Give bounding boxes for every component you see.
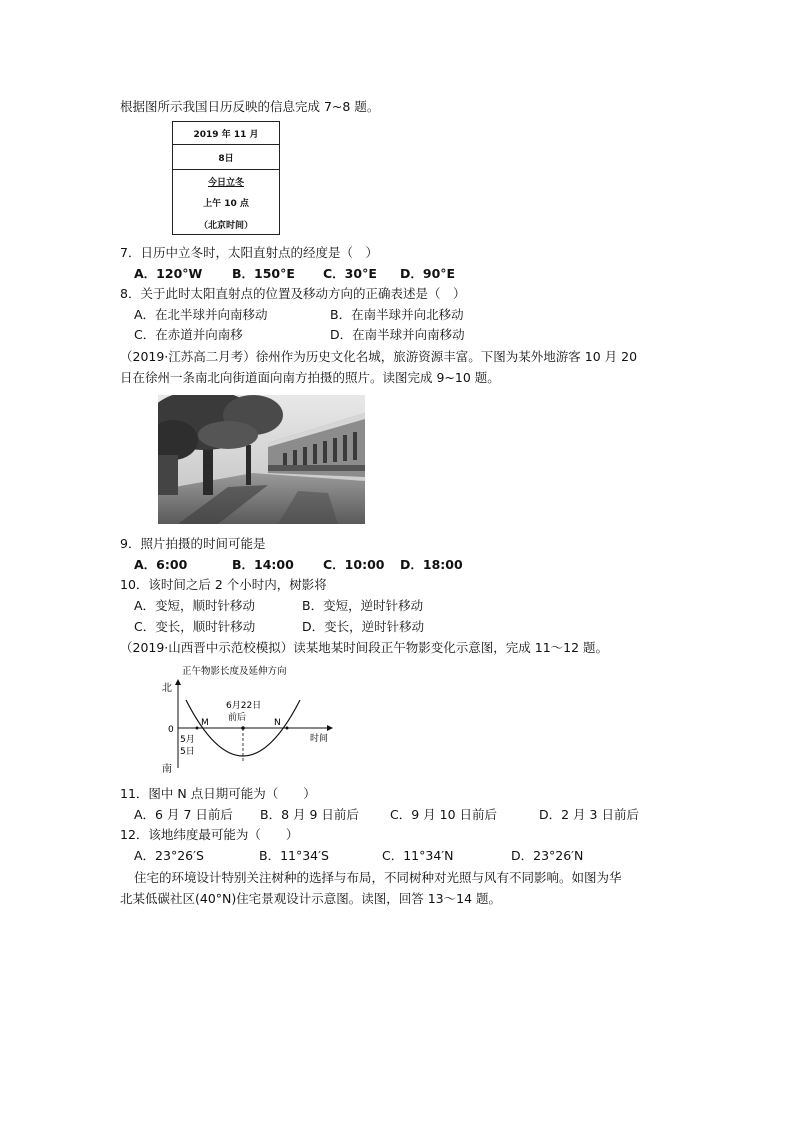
diagram-title: 正午物影长度及延伸方向	[182, 666, 287, 677]
q11-option-c[interactable]: C．9 月 10 日前后	[390, 807, 498, 822]
q7-stem: 7．日历中立冬时，太阳直射点的经度是（ ）	[120, 245, 378, 260]
calendar-month: 2019 年 11 月	[193, 130, 259, 140]
calendar-card	[172, 121, 280, 235]
q7-option-d[interactable]: D．90°E	[400, 266, 456, 281]
x-axis-label: 时间	[310, 734, 329, 744]
q9-option-a[interactable]: A．6:00	[134, 557, 188, 572]
diagram-north: 北	[162, 683, 172, 694]
diagram-south: 南	[162, 764, 172, 775]
diagram-zero: 0	[168, 725, 174, 735]
q12-option-a[interactable]: A．23°26′S	[134, 848, 204, 863]
label-june22-around: 前后	[228, 713, 247, 723]
q12-option-b[interactable]: B．11°34′S	[259, 848, 329, 863]
label-june22: 6月22日	[226, 701, 262, 711]
q10-stem: 10．该时间之后 2 个小时内，树影将	[120, 577, 327, 592]
label-may: 5月	[180, 735, 195, 745]
q7-option-c[interactable]: C．30°E	[323, 266, 377, 281]
calendar-zone: （北京时间）	[198, 221, 253, 231]
q12-option-c[interactable]: C．11°34′N	[382, 848, 454, 863]
street-photo	[158, 395, 365, 524]
q8-option-d[interactable]: D．在南半球并向南移动	[330, 327, 465, 342]
calendar-day: 8日	[218, 154, 234, 164]
solstice-point	[241, 726, 245, 730]
intro-9-10-line1: （2019·江苏高二月考）徐州作为历史文化名城，旅游资源丰富。下图为某外地游客 10 月 20	[120, 349, 638, 364]
calendar-time: 上午 10 点	[203, 199, 249, 209]
q11-stem: 11．图中 N 点日期可能为（ ）	[120, 786, 316, 801]
q11-option-a[interactable]: A．6 月 7 日前后	[134, 807, 233, 822]
q12-option-d[interactable]: D．23°26′N	[511, 848, 584, 863]
intro-7-8: 根据图所示我国日历反映的信息完成 7~8 题。	[120, 99, 380, 114]
intro-11-12: （2019·山西晋中示范校模拟）读某地某时间段正午物影变化示意图，完成 11～12 题。	[120, 640, 609, 655]
q8-option-b[interactable]: B．在南半球并向北移动	[330, 307, 464, 322]
q8-option-c[interactable]: C．在赤道并向南移	[134, 327, 243, 342]
q11-option-d[interactable]: D．2 月 3 日前后	[539, 807, 639, 822]
intro-13-14-line2: 北某低碳社区(40°N)住宅景观设计示意图。读图，回答 13～14 题。	[120, 891, 502, 906]
q7-option-b[interactable]: B．150°E	[232, 266, 295, 281]
q8-stem: 8．关于此时太阳直射点的位置及移动方向的正确表述是（ ）	[120, 286, 466, 301]
q9-option-b[interactable]: B．14:00	[232, 557, 294, 572]
q10-option-a[interactable]: A．变短，顺时针移动	[134, 598, 256, 613]
q9-stem: 9．照片拍摄的时间可能是	[120, 536, 266, 551]
q9-option-c[interactable]: C．10:00	[323, 557, 385, 572]
label-m: M	[201, 718, 209, 728]
q7-option-a[interactable]: A．120°W	[134, 266, 203, 281]
calendar-term: 今日立冬	[207, 178, 244, 188]
label-n: N	[274, 718, 281, 728]
q11-option-b[interactable]: B．8 月 9 日前后	[260, 807, 359, 822]
q10-option-d[interactable]: D．变长，逆时针移动	[302, 619, 425, 634]
q12-stem: 12．该地纬度最可能为（ ）	[120, 827, 299, 842]
point-m	[196, 727, 199, 730]
q8-option-a[interactable]: A．在北半球并向南移动	[134, 307, 268, 322]
q9-option-d[interactable]: D．18:00	[400, 557, 463, 572]
shadow-diagram	[150, 660, 350, 775]
label-may5: 5日	[180, 747, 195, 757]
point-n	[286, 727, 289, 730]
q10-option-b[interactable]: B．变短，逆时针移动	[302, 598, 424, 613]
q10-option-c[interactable]: C．变长，顺时针移动	[134, 619, 256, 634]
intro-9-10-line2: 日在徐州一条南北向街道面向南方拍摄的照片。读图完成 9~10 题。	[120, 370, 500, 385]
intro-13-14-line1: 住宅的环境设计特别关注树种的选择与布局，不同树种对光照与风有不同影响。如图为华	[134, 870, 622, 885]
